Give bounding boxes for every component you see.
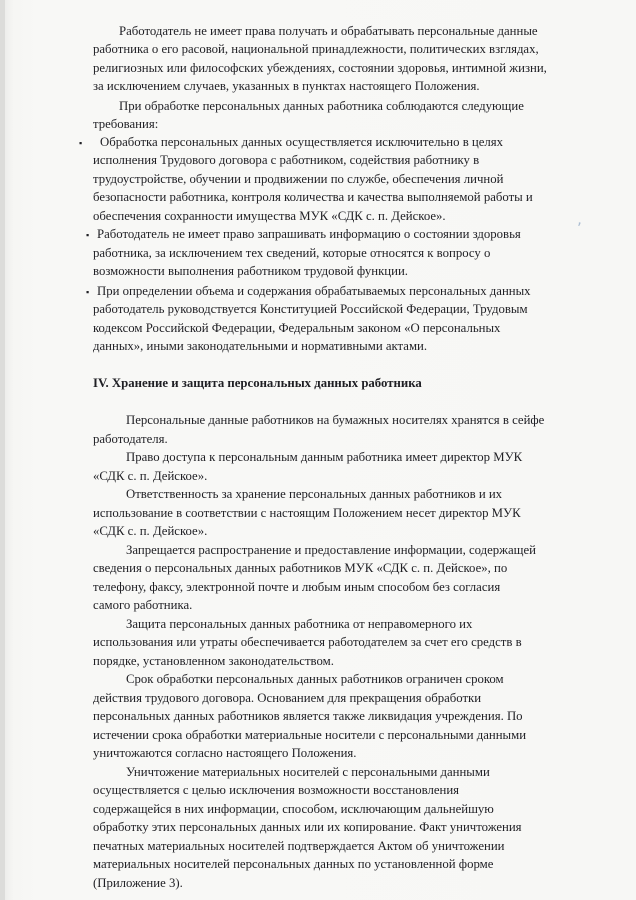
section-paragraph-7-line-6: материальных носителей персональных данных по установленной форме — [93, 857, 494, 872]
section-paragraph-3-line-1: Ответственность за хранение персональных данных работников и их — [126, 487, 503, 502]
section-paragraph-7-line-5: печатных материальных носителей подтверждается Актом об уничтожении — [93, 838, 505, 853]
section-paragraph-1-line-2: работодателя. — [93, 431, 168, 446]
section-paragraph-3-line-3: «СДК с. п. Дейское». — [93, 524, 208, 539]
paragraph-1-line-3: религиозных или философских убеждениях, состоянии здоровья, интимной жизни, — [93, 60, 547, 75]
bullet-marker: ▪ — [79, 137, 83, 148]
bullet-2-line-3: возможности выполнения работником трудовой функции. — [93, 264, 408, 279]
bullet-1-line-1: Обработка персональных данных осуществляется исключительно в целях — [100, 134, 504, 149]
section-paragraph-6-line-2: действия трудового договора. Основанием для прекращения обработки — [93, 690, 482, 705]
section-paragraph-5-line-2: использования или утраты обеспечивается работодателем за счет его средств в — [93, 635, 522, 650]
section-paragraph-2-line-2: «СДК с. п. Дейское». — [93, 468, 208, 483]
section-paragraph-6-line-4: истечении срока обработки материальные носители с персональными данными — [93, 727, 527, 742]
section-paragraph-4-line-3: телефону, факсу, электронной почте и любым иным способом без согласия — [93, 579, 501, 594]
section-paragraph-1-line-1: Персональные данные работников на бумажных носителях хранятся в сейфе — [126, 413, 545, 428]
section-paragraph-4-line-2: сведения о персональных данных работников МУК «СДК с. п. Дейское», по — [93, 561, 508, 576]
paragraph-2-line-1: При обработке персональных данных работника соблюдаются следующие — [119, 98, 524, 113]
bullet-2-line-2: работника, за исключением тех сведений, которые относятся к вопросу о — [93, 245, 491, 260]
section-paragraph-4-line-4: самого работника. — [93, 598, 193, 613]
paragraph-1-line-1: Работодатель не имеет права получать и обрабатывать персональные данные — [119, 24, 538, 38]
bullet-3-line-2: работодатель руководствуется Конституцией Российской Федерации, Трудовым — [93, 302, 528, 317]
section-paragraph-7-line-4: обработку этих персональных данных или их копирование. Факт уничтожения — [93, 820, 522, 835]
paragraph-1-line-4: за исключением случаев, указанных в пунктах настоящего Положения. — [93, 79, 480, 94]
bullet-1-line-2: исполнения Трудового договора с работником, содействия работнику в — [93, 153, 480, 168]
section-paragraph-5-line-1: Защита персональных данных работника от неправомерного их — [126, 616, 473, 631]
section-paragraph-3-line-2: использование в соответствии с настоящим Положением несет директор МУК — [93, 505, 521, 520]
bullet-3-line-4: данных», иными законодательными и нормативными актами. — [93, 339, 428, 354]
section-paragraph-6-line-3: персональных данных работников является также ликвидация учреждения. По — [93, 709, 523, 724]
bullet-1-line-5: обеспечения сохранности имущества МУК «СДК с. п. Дейское». — [93, 208, 446, 223]
section-paragraph-6-line-5: уничтожаются согласно настоящего Положения. — [93, 746, 357, 761]
section-paragraph-7-line-7: (Приложение 3). — [93, 875, 183, 890]
bullet-marker: ▪ — [86, 230, 90, 241]
section-paragraph-7-line-1: Уничтожение материальных носителей с персональными данными — [126, 764, 490, 779]
section-paragraph-6-line-1: Срок обработки персональных данных работников ограничен сроком — [126, 672, 504, 687]
bullet-3-line-1: При определении объема и содержания обрабатываемых персональных данных — [97, 283, 531, 298]
section-heading: IV. Хранение и защита персональных данных работника — [93, 376, 422, 391]
section-paragraph-7-line-2: осуществляется с целью исключения возможности восстановления — [93, 783, 460, 798]
bullet-1-line-3: трудоустройстве, обучении и продвижении по службе, обеспечения личной — [93, 171, 504, 186]
section-paragraph-5-line-3: порядке, установленном законодательством. — [93, 653, 334, 668]
paragraph-2-line-2: требования: — [93, 117, 159, 132]
bullet-marker: ▪ — [86, 286, 90, 297]
blue-pen-mark: ‚ — [577, 210, 582, 229]
section-paragraph-4-line-1: Запрещается распространение и предоставление информации, содержащей — [126, 542, 536, 557]
section-paragraph-7-line-3: содержащейся в них информации, способом, исключающим дальнейшую — [93, 801, 494, 816]
bullet-3-line-3: кодексом Российской Федерации, Федеральным законом «О персональных — [93, 320, 501, 335]
paragraph-1-line-2: работника о его расовой, национальной принадлежности, политических взглядах, — [93, 42, 539, 57]
bullet-2-line-1: Работодатель не имеет право запрашивать информацию о состоянии здоровья — [97, 227, 521, 242]
section-paragraph-2-line-1: Право доступа к персональным данным работника имеет директор МУК — [126, 450, 523, 465]
bullet-1-line-4: безопасности работника, контроля количества и качества выполняемой работы и — [93, 190, 533, 205]
